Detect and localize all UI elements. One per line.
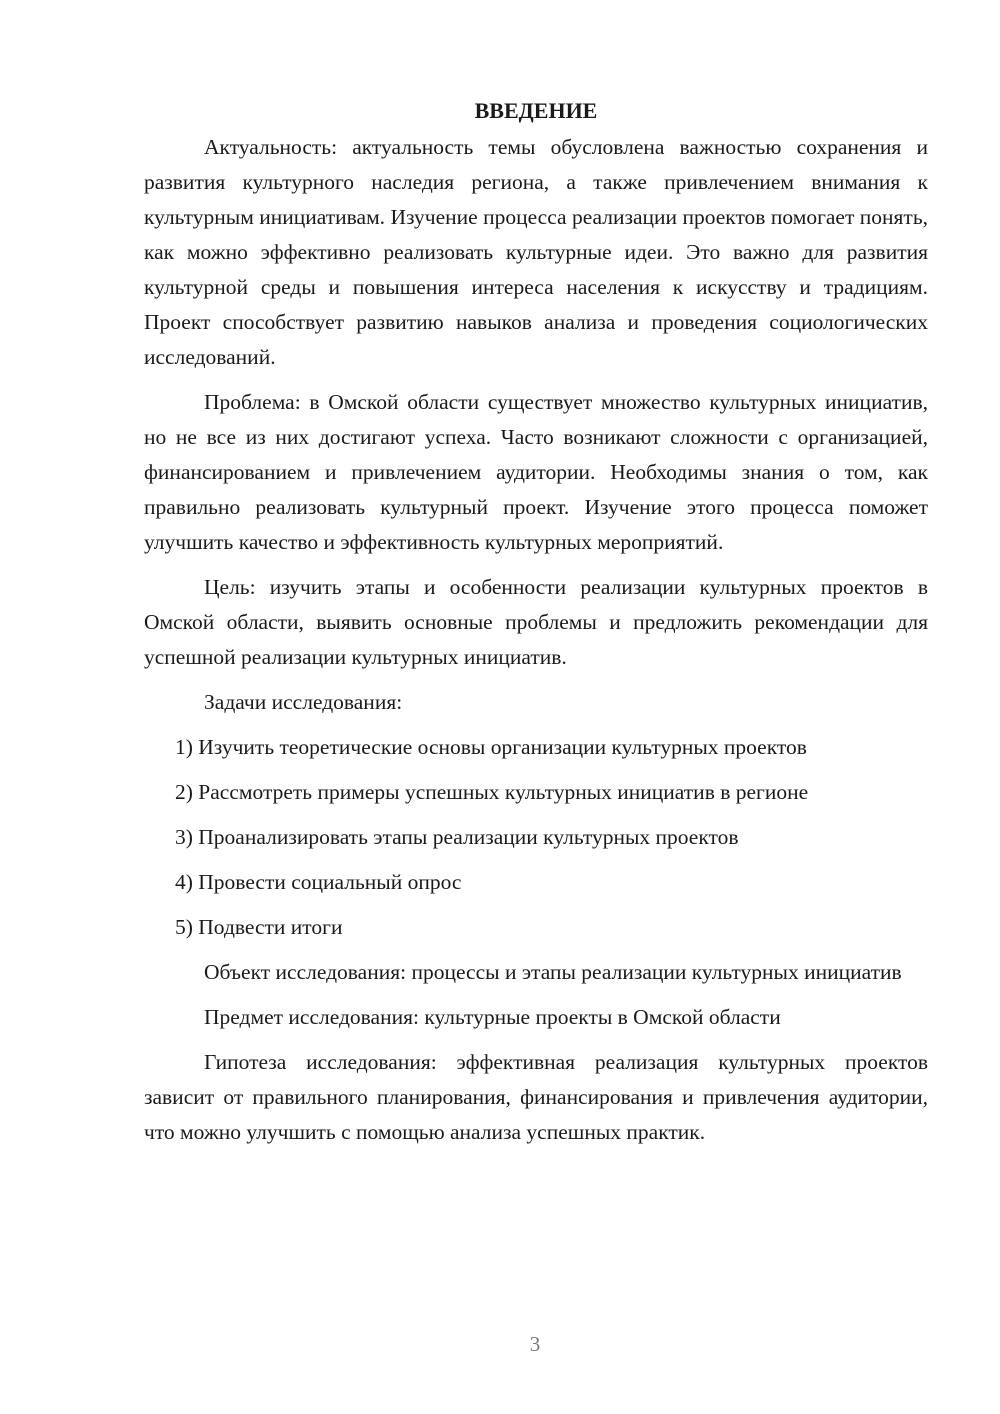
list-item: 1) Изучить теоретические основы организации культурных проектов	[175, 735, 807, 759]
list-item: 3) Проанализировать этапы реализации культурных проектов	[175, 825, 739, 849]
hypothesis-paragraph: Гипотеза исследования: эффективная реализация культурных проектов зависит от правильного планирования, финансирования и привлечения аудитории, что можно улучшить с помощью анализа успешных практик.	[144, 1050, 928, 1144]
list-item: 4) Провести социальный опрос	[175, 870, 462, 894]
section-heading: ВВЕДЕНИЕ	[474, 98, 598, 123]
document-page	[144, 96, 928, 1160]
task-list	[144, 730, 928, 945]
object-paragraph: Объект исследования: процессы и этапы реализации культурных инициатив	[204, 960, 902, 984]
list-item: 2) Рассмотреть примеры успешных культурных инициатив в регионе	[175, 780, 809, 804]
subject-paragraph: Предмет исследования: культурные проекты в Омской области	[204, 1005, 781, 1029]
page-number: 3	[529, 1332, 541, 1356]
list-item: 5) Подвести итоги	[175, 915, 343, 939]
goal-paragraph: Цель: изучить этапы и особенности реализации культурных проектов в Омской области, выявить основные проблемы и предложить рекомендации для успешной реализации культурных инициатив.	[144, 575, 928, 669]
relevance-paragraph: Актуальность: актуальность темы обусловлена важностью сохранения и развития культурного наследия региона, а также привлечением внимания к культурным инициативам. Изучение процесса реализации проектов помогает понять, как можно эффективно реализовать культурные идеи. Это важно для развития культурной среды и повышения интереса населения к искусству и традициям. Проект способствует развитию навыков анализа и проведения социологических исследований.	[144, 135, 928, 369]
tasks-label: Задачи исследования:	[204, 690, 403, 714]
problem-paragraph: Проблема: в Омской области существует множество культурных инициатив, но не все из них достигают успеха. Часто возникают сложности с организацией, финансированием и привлечением аудитории. Необходимы знания о том, как правильно реализовать культурный проект. Изучение этого процесса поможет улучшить качество и эффективность культурных мероприятий.	[144, 390, 928, 554]
